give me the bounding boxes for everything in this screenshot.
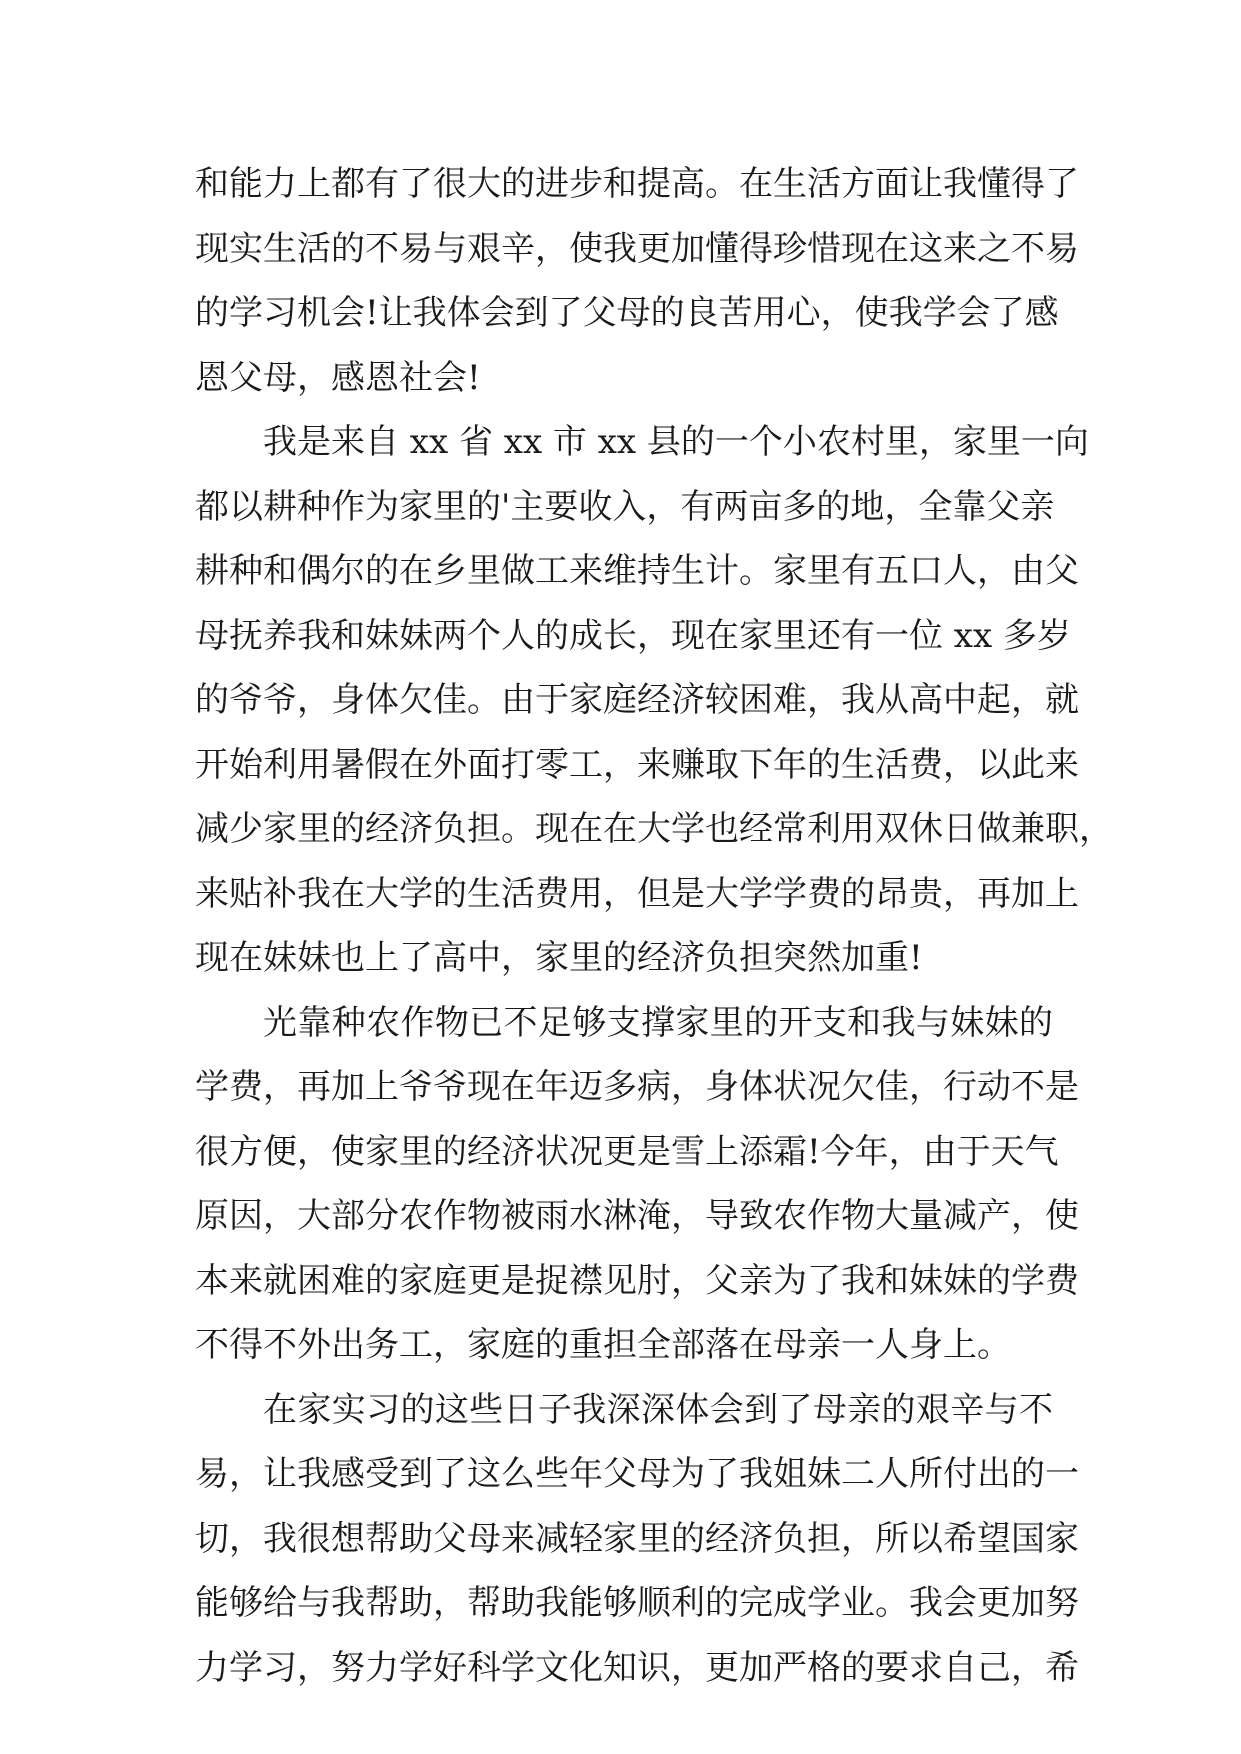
text-line: 光靠种农作物已不足够支撑家里的开支和我与妹妹的: [263, 1002, 1053, 1043]
text-line: 现实生活的不易与艰辛，使我更加懂得珍惜现在这来之不易: [195, 228, 1079, 269]
text-line: 开始利用暑假在外面打零工，来赚取下年的生活费，以此来: [195, 744, 1079, 785]
text-line: 来贴补我在大学的生活费用，但是大学学费的昂贵，再加上: [195, 873, 1079, 914]
text-line: 力学习，努力学好科学文化知识，更加严格的要求自己，希: [195, 1647, 1079, 1688]
text-line: 母抚养我和妹妹两个人的成长，现在家里还有一位 xx 多岁: [195, 615, 1071, 656]
text-line: 切，我很想帮助父母来减轻家里的经济负担，所以希望国家: [195, 1518, 1079, 1559]
text-line: 原因，大部分农作物被雨水淋淹，导致农作物大量减产，使: [195, 1196, 1079, 1236]
text-line: 能够给与我帮助，帮助我能够顺利的完成学业。我会更加努: [195, 1583, 1079, 1623]
text-line: 很方便，使家里的经济状况更是雪上添霜!今年，由于天气: [195, 1131, 1059, 1172]
text-line: 易，让我感受到了这么些年父母为了我姐妹二人所付出的一: [195, 1454, 1079, 1494]
text-line: 恩父母，感恩社会!: [195, 357, 481, 398]
text-line: 和能力上都有了很大的进步和提高。在生活方面让我懂得了: [195, 164, 1079, 204]
text-line: 不得不外出务工，家庭的重担全部落在母亲一人身上。: [195, 1325, 1011, 1365]
document-body: [195, 152, 1113, 1700]
text-line: 的学习机会!让我体会到了父母的良苦用心，使我学会了感: [195, 293, 1059, 333]
text-line: 我是来自 xx 省 xx 市 xx 县的一个小农村里，家里一向: [263, 422, 1089, 462]
text-line: 本来就困难的家庭更是捉襟见肘，父亲为了我和妹妹的学费: [195, 1260, 1079, 1301]
text-line: 在家实习的这些日子我深深体会到了母亲的艰辛与不: [263, 1389, 1053, 1430]
text-line: 学费，再加上爷爷现在年迈多病，身体状况欠佳，行动不是: [195, 1067, 1079, 1107]
text-line: 现在妹妹也上了高中，家里的经济负担突然加重!: [195, 938, 923, 978]
text-line: 耕种和偶尔的在乡里做工来维持生计。家里有五口人，由父: [195, 551, 1079, 591]
text-line: 都以耕种作为家里的'主要收入，有两亩多的地，全靠父亲: [195, 486, 1055, 527]
text-line: 减少家里的经济负担。现在在大学也经常利用双休日做兼职，: [195, 809, 1113, 849]
text-line: 的爷爷，身体欠佳。由于家庭经济较困难，我从高中起，就: [195, 680, 1079, 720]
